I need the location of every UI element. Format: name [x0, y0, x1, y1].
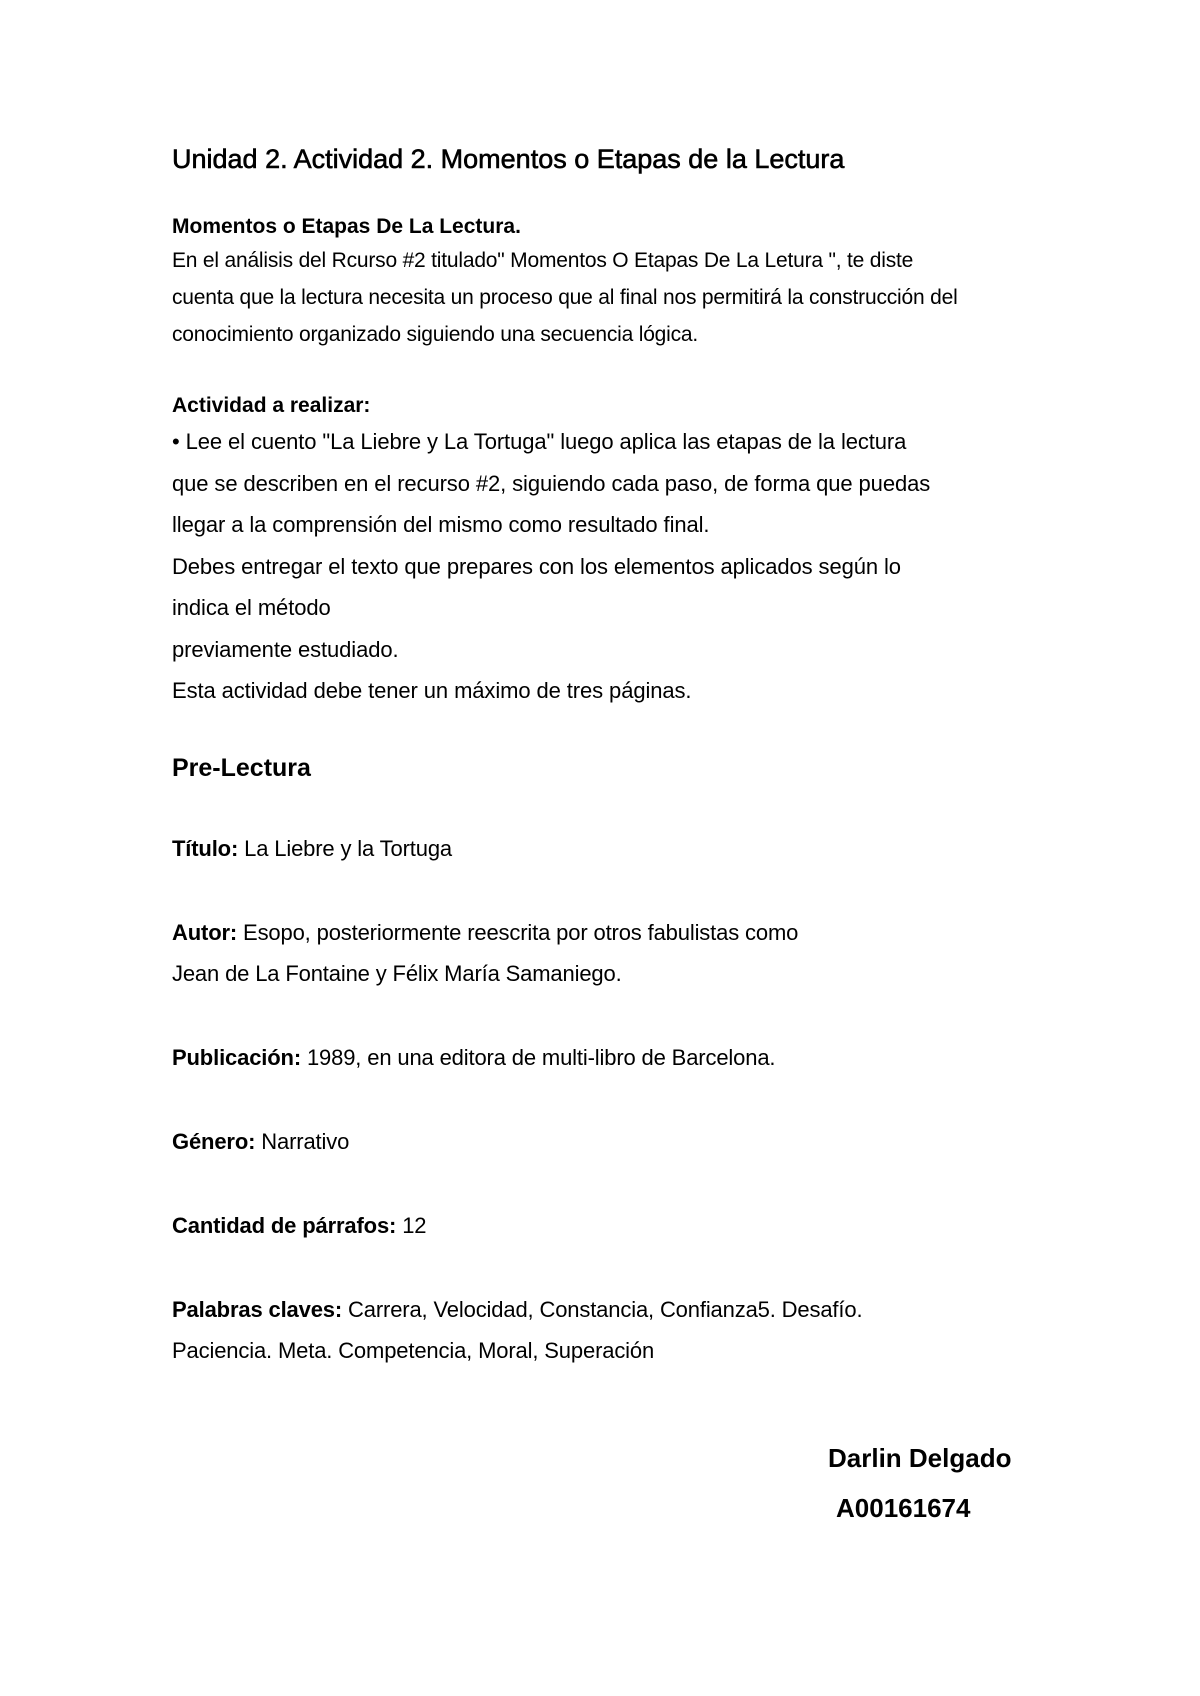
intro-line: conocimiento organizado siguiendo una secuencia lógica.: [172, 323, 699, 346]
task-heading: Actividad a realizar:: [172, 394, 371, 417]
task-line: llegar a la comprensión del mismo como resultado final.: [172, 512, 710, 537]
field-palabras-claves: [172, 1289, 1042, 1371]
field-value: 1989, en una editora de multi-libro de Barcelona.: [301, 1044, 776, 1070]
field-parrafos: [172, 1205, 1042, 1246]
field-label: Cantidad de párrafos:: [172, 1212, 397, 1238]
signature-id: A00161674: [836, 1493, 971, 1523]
task-line: Esta actividad debe tener un máximo de tres páginas.: [172, 678, 692, 703]
field-value: Esopo, posteriormente reescrita por otros fabulistas como: [237, 919, 799, 945]
field-autor: [172, 912, 1042, 994]
field-value-continuation: Paciencia. Meta. Competencia, Moral, Superación: [172, 1337, 655, 1363]
field-label: Autor:: [172, 919, 238, 945]
task-paragraph: [172, 421, 1042, 712]
task-line: previamente estudiado.: [172, 636, 399, 662]
task-line: • Lee el cuento "La Liebre y La Tortuga" luego aplica las etapas de la lectura: [172, 429, 907, 454]
field-label: Título:: [172, 835, 239, 861]
document-title: Unidad 2. Actividad 2. Momentos o Etapas de la Lectura: [172, 144, 845, 174]
field-label: Palabras claves:: [172, 1296, 343, 1322]
intro-paragraph: [172, 242, 1042, 353]
intro-line: En el análisis del Rcurso #2 titulado" Momentos O Etapas De La Letura ", te diste: [172, 249, 914, 272]
field-label: Publicación:: [172, 1044, 301, 1070]
field-value: 12: [396, 1212, 427, 1238]
field-label: Género:: [172, 1128, 256, 1154]
task-line: que se describen en el recurso #2, siguiendo cada paso, de forma que puedas: [172, 470, 931, 496]
task-line: Debes entregar el texto que prepares con los elementos aplicados según lo: [172, 553, 901, 579]
field-value: La Liebre y la Tortuga: [238, 835, 452, 861]
intro-section: [172, 212, 1042, 353]
field-publicacion: [172, 1037, 1042, 1078]
field-value: Carrera, Velocidad, Constancia, Confianza5. Desafío.: [342, 1296, 863, 1322]
task-section: [172, 391, 1042, 712]
field-value-continuation: Jean de La Fontaine y Félix María Samaniego.: [172, 960, 622, 986]
signature-name: Darlin Delgado: [828, 1443, 1012, 1473]
task-line: indica el método: [172, 595, 331, 620]
field-genero: [172, 1121, 1042, 1162]
intro-line: cuenta que la lectura necesita un proceso que al final nos permitirá la construcción del: [172, 286, 958, 309]
pre-lectura-heading: Pre-Lectura: [172, 753, 311, 782]
field-titulo: [172, 828, 1042, 869]
document-content: [172, 140, 1042, 1371]
field-value: Narrativo: [255, 1128, 350, 1154]
intro-heading: Momentos o Etapas De La Lectura.: [172, 215, 521, 238]
pre-lectura-section: [172, 750, 1042, 1371]
